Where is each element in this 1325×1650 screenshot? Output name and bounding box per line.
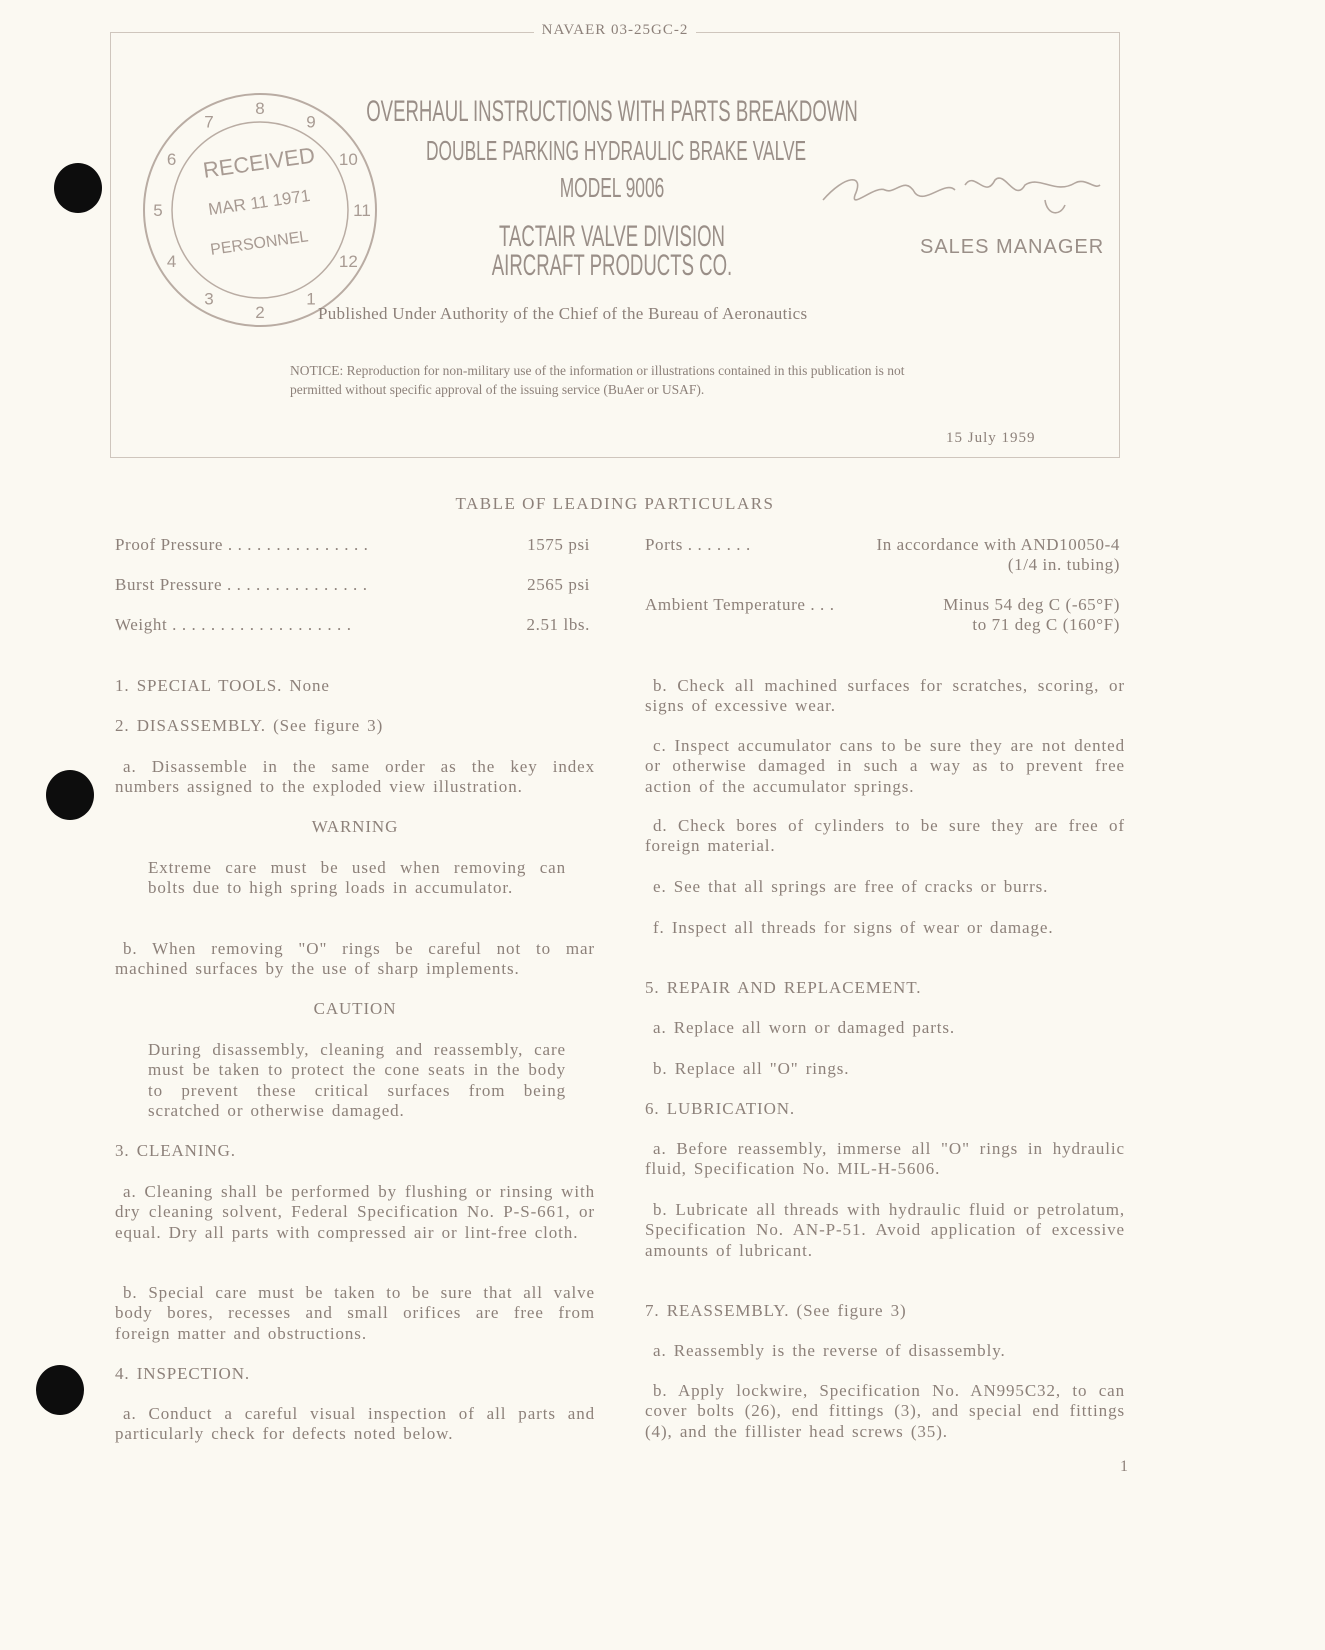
- particular-value: (1/4 in. tubing): [1007, 555, 1120, 574]
- paragraph: b. Special care must be taken to be sure that all valve body bores, recesses and small orifices are free from foreign matter and obstructions.: [115, 1283, 595, 1343]
- particulars-left: [115, 535, 595, 655]
- paragraph: a. Before reassembly, immerse all "O" rings in hydraulic fluid, Specification No. MIL-H-5606.: [645, 1139, 1125, 1179]
- stamp-dept: PERSONNEL: [209, 228, 310, 259]
- section-heading: 4. INSPECTION.: [115, 1364, 251, 1383]
- punch-hole: [46, 770, 94, 820]
- stamp-word: RECEIVED: [201, 142, 317, 183]
- company-name: TACTAIR VALVE DIVISION AIRCRAFT PRODUCTS CO.: [491, 220, 733, 282]
- warning-text: Extreme care must be used when removing can bolts due to high spring loads in accumulator.: [148, 858, 566, 898]
- section-heading: 1. SPECIAL TOOLS. None: [115, 676, 330, 695]
- stamp-ring-number: 9: [306, 112, 316, 132]
- paragraph: d. Check bores of cylinders to be sure they are free of foreign material.: [645, 816, 1125, 856]
- paragraph: b. Replace all "O" rings.: [653, 1059, 850, 1078]
- particular-row: Ports . . . . . . . In accordance with AND10050-4: [645, 535, 1120, 554]
- punch-hole: [54, 163, 102, 213]
- paragraph: b. When removing "O" rings be careful not to mar machined surfaces by the use of sharp implements.: [115, 939, 595, 979]
- stamp-ring-number: 10: [338, 150, 358, 169]
- stamp-ring-number: 5: [153, 201, 163, 220]
- stamp-ring-number: 7: [204, 112, 214, 132]
- particulars-right: [645, 535, 1125, 635]
- caution-text: During disassembly, cleaning and reassembly, care must be taken to protect the cone seats in the body to prevent these critical surfaces from being scratched or otherwise damaged.: [148, 1040, 566, 1121]
- warning-heading: WARNING: [311, 817, 399, 836]
- particular-row: Weight . . . . . . . . . . . . . . . . . . . 2.51 lbs.: [115, 615, 590, 634]
- stamp-date: MAR 11 1971: [207, 185, 312, 220]
- particular-row: Ambient Temperature . . . Minus 54 deg C (-65°F): [645, 595, 1120, 614]
- page-number: 1: [1120, 1458, 1128, 1475]
- document-number: NAVAER 03-25GC-2: [0, 22, 1230, 39]
- received-stamp: [140, 90, 380, 330]
- stamp-ring-number: 4: [166, 252, 177, 271]
- model-number: MODEL 9006: [559, 172, 665, 203]
- particular-row: Proof Pressure . . . . . . . . . . . . . . . 1575 psi: [115, 535, 590, 554]
- publication-date: 15 July 1959: [946, 430, 1036, 446]
- particular-value: to 71 deg C (160°F): [972, 615, 1120, 634]
- punch-hole: [36, 1365, 84, 1415]
- signer-title: SALES MANAGER: [920, 236, 1105, 258]
- stamp-ring-number: 6: [166, 150, 177, 169]
- notice: NOTICE: Reproduction for non-military use of the information or illustrations contained in this publication is not permitted without specific approval of the issuing service (BuAer or USAF).: [290, 363, 905, 397]
- paragraph: a. Reassembly is the reverse of disassembly.: [653, 1341, 1006, 1360]
- stamp-ring-number: 12: [338, 252, 358, 271]
- paragraph: a. Cleaning shall be performed by flushing or rinsing with dry cleaning solvent, Federal Specification No. P-S-661, or equal. Dry all parts with compressed air or lint-free cloth.: [115, 1182, 595, 1242]
- paragraph: f. Inspect all threads for signs of wear or damage.: [653, 918, 1054, 937]
- particular-row: Burst Pressure . . . . . . . . . . . . . . . 2565 psi: [115, 575, 590, 594]
- stamp-ring-number: 2: [255, 303, 265, 322]
- stamp-ring-number: 11: [353, 201, 371, 220]
- section-heading: 5. REPAIR AND REPLACEMENT.: [645, 978, 922, 997]
- section-heading: 6. LUBRICATION.: [645, 1099, 796, 1118]
- section-heading: 7. REASSEMBLY. (See figure 3): [645, 1301, 907, 1320]
- signature: [815, 155, 1105, 225]
- paragraph: c. Inspect accumulator cans to be sure they are not dented or otherwise damaged in such a way as to prevent free action of the accumulator springs.: [645, 736, 1125, 796]
- stamp-ring-number: 1: [306, 289, 316, 309]
- stamp-ring-number: 8: [255, 99, 265, 118]
- section-heading: 3. CLEANING.: [115, 1141, 236, 1160]
- paragraph: a. Disassemble in the same order as the key index numbers assigned to the exploded view illustration.: [115, 757, 595, 797]
- authority-line: Published Under Authority of the Chief of the Bureau of Aeronautics: [318, 304, 808, 323]
- particulars-title: TABLE OF LEADING PARTICULARS: [455, 494, 775, 513]
- section-heading: 2. DISASSEMBLY. (See figure 3): [115, 716, 384, 735]
- stamp-ring-number: 3: [204, 289, 214, 309]
- document-subtitle: DOUBLE PARKING HYDRAULIC BRAKE VALVE: [426, 135, 807, 166]
- paragraph: b. Check all machined surfaces for scratches, scoring, or signs of excessive wear.: [645, 676, 1125, 716]
- paragraph: b. Apply lockwire, Specification No. AN995C32, to can cover bolts (26), end fittings (3), and special end fittings (4), and the fillister head screws (35).: [645, 1381, 1125, 1441]
- paragraph: e. See that all springs are free of cracks or burrs.: [653, 877, 1049, 896]
- paragraph: b. Lubricate all threads with hydraulic fluid or petrolatum, Specification No. AN-P-51. Avoid application of excessive amounts of lubricant.: [645, 1200, 1125, 1260]
- paragraph: a. Replace all worn or damaged parts.: [653, 1018, 956, 1037]
- document-title: OVERHAUL INSTRUCTIONS WITH PARTS BREAKDOWN: [366, 95, 858, 128]
- paragraph: a. Conduct a careful visual inspection of all parts and particularly check for defects noted below.: [115, 1404, 595, 1444]
- caution-heading: CAUTION: [313, 999, 397, 1018]
